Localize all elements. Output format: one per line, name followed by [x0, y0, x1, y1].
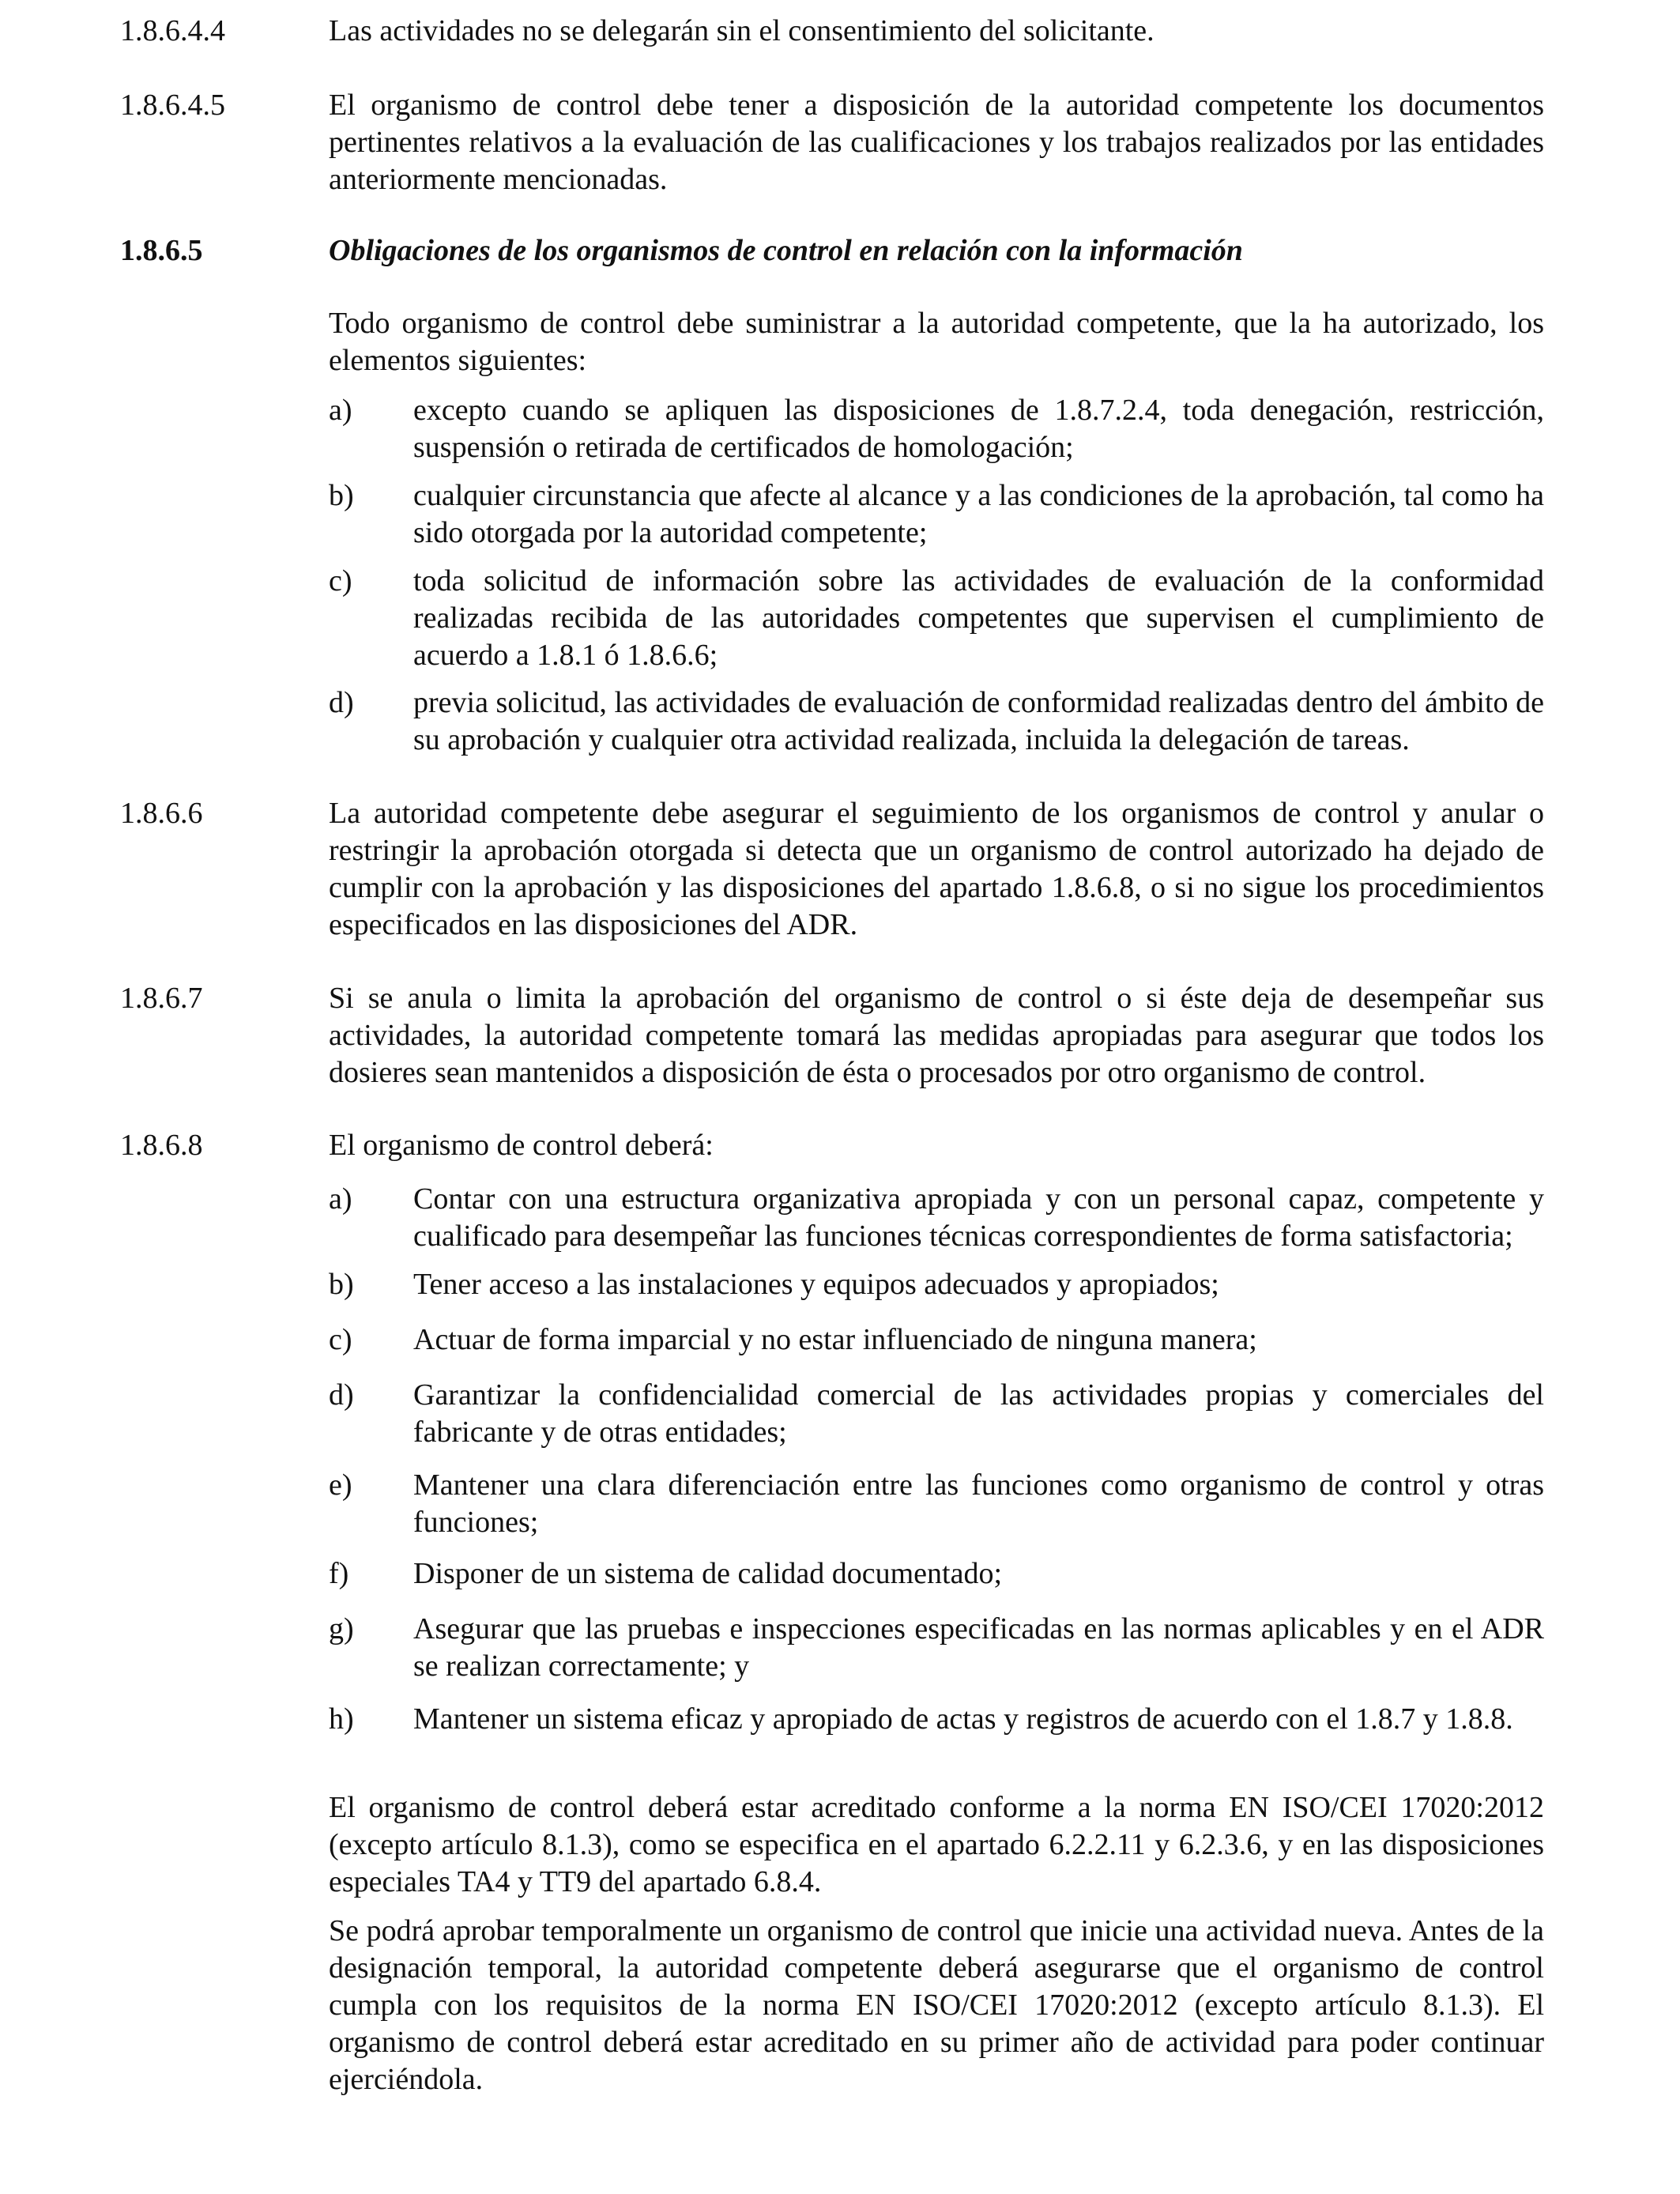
list-item-label: d): [329, 686, 354, 719]
list-item-text: excepto cuando se apliquen las disposiciones de 1.8.7.2.4, toda denegación, restricción, suspensión o retirada de certificados de homologación;: [413, 394, 1544, 464]
list-item-label: b): [329, 1268, 354, 1301]
section-heading: Obligaciones de los organismos de control en relación con la información: [329, 234, 1243, 267]
temporary-approval-paragraph: Se podrá aprobar temporalmente un organismo de control que inicie una actividad nueva. Antes de la designación temporal, la autoridad competente deberá asegurarse que el organismo de control cumpla con los requisitos de la norma EN ISO/CEI 17020:2012 (excepto artículo 8.1.3). El organismo de control deberá estar acreditado en su primer año de actividad para poder continuar ejerciéndola.: [329, 1914, 1544, 2096]
section-number: 1.8.6.4.5: [120, 89, 225, 122]
list-item-label: g): [329, 1612, 354, 1646]
list-item-label: e): [329, 1468, 352, 1502]
list-item-text: Mantener un sistema eficaz y apropiado de actas y registros de acuerdo con el 1.8.7 y 1.8.8.: [413, 1702, 1513, 1736]
list-item-text: Actuar de forma imparcial y no estar influenciado de ninguna manera;: [413, 1323, 1257, 1356]
list-item-label: h): [329, 1702, 354, 1736]
list-item-label: a): [329, 394, 352, 427]
section-number: 1.8.6.4.4: [120, 14, 225, 47]
list-item-label: a): [329, 1182, 352, 1216]
list-item-text: Contar con una estructura organizativa apropiada y con un personal capaz, competente y cualificado para desempeñar las funciones técnicas correspondientes de forma satisfactoria;: [413, 1182, 1544, 1253]
section-text: La autoridad competente debe asegurar el seguimiento de los organismos de control y anular o restringir la aprobación otorgada si detecta que un organismo de control autorizado ha dejado de cumplir con la aprobación y las disposiciones del apartado 1.8.6.8, o si no sigue los procedimientos especificados en las disposiciones del ADR.: [329, 797, 1544, 941]
section-text: El organismo de control debe tener a disposición de la autoridad competente los documentos pertinentes relativos a la evaluación de las cualificaciones y los trabajos realizados por las entidades anteriormente mencionadas.: [329, 89, 1544, 196]
section-intro: El organismo de control deberá:: [329, 1129, 714, 1162]
list-item-text: toda solicitud de información sobre las actividades de evaluación de la conformidad realizadas recibida de las autoridades competentes que supervisen el cumplimiento de acuerdo a 1.8.1 ó 1.8.6.6;: [413, 564, 1544, 672]
list-item-text: cualquier circunstancia que afecte al alcance y a las condiciones de la aprobación, tal como ha sido otorgada por la autoridad competente;: [413, 479, 1544, 549]
section-number: 1.8.6.6: [120, 797, 203, 830]
list-item-text: Tener acceso a las instalaciones y equipos adecuados y apropiados;: [413, 1268, 1219, 1301]
list-item-label: f): [329, 1557, 349, 1590]
list-item-label: c): [329, 1323, 352, 1356]
list-item-text: Mantener una clara diferenciación entre las funciones como organismo de control y otras funciones;: [413, 1468, 1544, 1539]
section-text: Las actividades no se delegarán sin el consentimiento del solicitante.: [329, 14, 1155, 47]
list-item-text: previa solicitud, las actividades de evaluación de conformidad realizadas dentro del ámbito de su aprobación y cualquier otra actividad realizada, incluida la delegación de tareas.: [413, 686, 1544, 756]
section-text: Si se anula o limita la aprobación del organismo de control o si éste deja de desempeñar sus actividades, la autoridad competente tomará las medidas apropiadas para asegurar que todos los dosieres sean mantenidos a disposición de ésta o procesados por otro organismo de control.: [329, 982, 1544, 1089]
list-item-label: d): [329, 1378, 354, 1412]
list-item-text: Disponer de un sistema de calidad documentado;: [413, 1557, 1003, 1590]
section-number: 1.8.6.7: [120, 982, 203, 1015]
list-item-label: c): [329, 564, 352, 598]
list-item-label: b): [329, 479, 354, 512]
list-item-text: Asegurar que las pruebas e inspecciones especificadas en las normas aplicables y en el ADR se realizan correctamente; y: [413, 1612, 1544, 1683]
accreditation-paragraph: El organismo de control deberá estar acreditado conforme a la norma EN ISO/CEI 17020:2012 (excepto artículo 8.1.3), como se especifica en el apartado 6.2.2.11 y 6.2.3.6, y en las disposiciones especiales TA4 y TT9 del apartado 6.8.4.: [329, 1791, 1544, 1898]
section-intro: Todo organismo de control debe suministrar a la autoridad competente, que la ha autorizado, los elementos siguientes:: [329, 307, 1544, 377]
section-number: 1.8.6.5: [120, 234, 203, 267]
list-item-text: Garantizar la confidencialidad comercial de las actividades propias y comerciales del fabricante y de otras entidades;: [413, 1378, 1544, 1449]
section-number: 1.8.6.8: [120, 1129, 203, 1162]
